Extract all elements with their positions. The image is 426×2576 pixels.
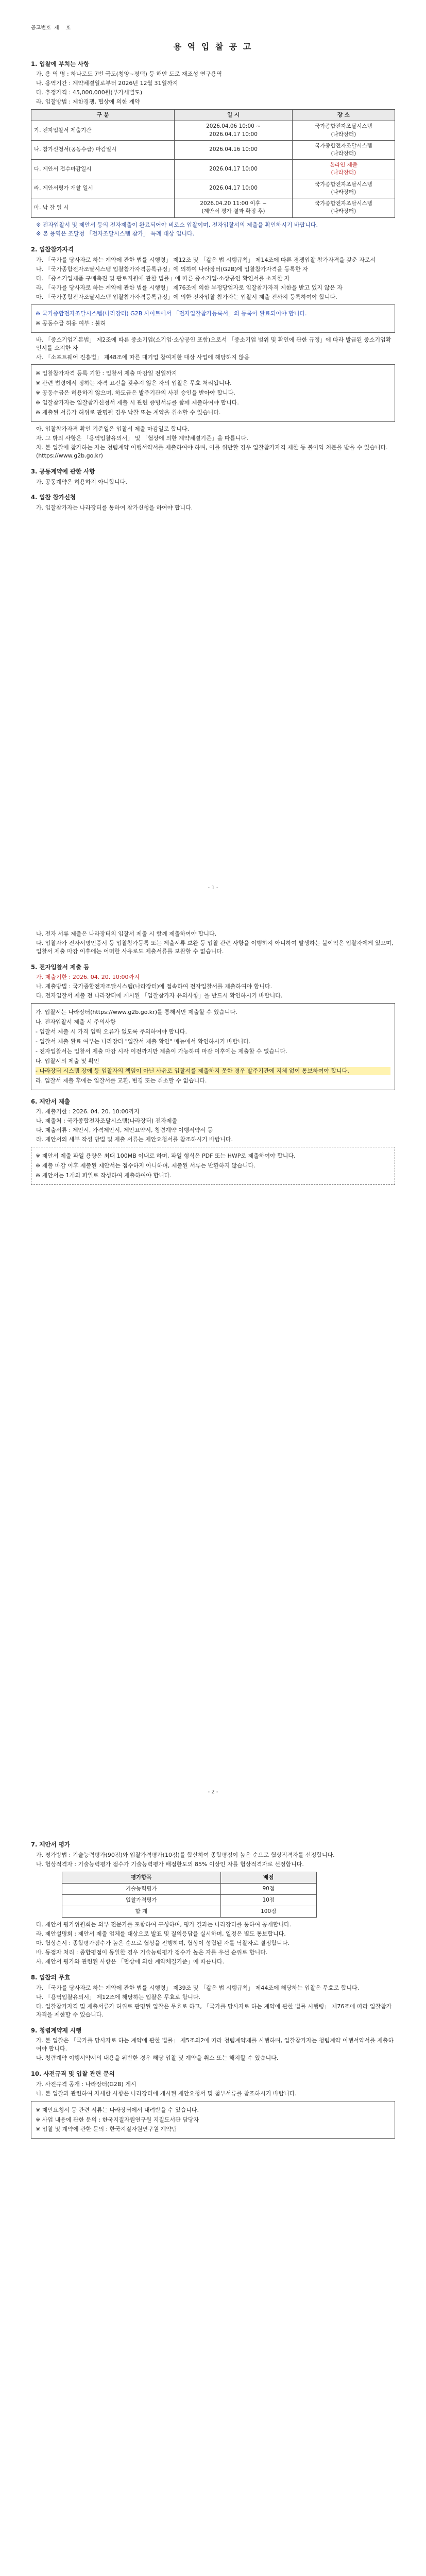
s5-box-line: - 입찰서 제출 시 가격 입력 오류가 없도록 주의하여야 합니다. — [36, 1028, 187, 1036]
table-row — [62, 1894, 317, 1906]
s8-item: 가. 「국가를 당사자로 하는 계약에 관한 법률 시행령」 제39조 및 「같은 법 시행규칙」 제44조에 해당하는 입찰은 무효로 합니다. — [36, 1984, 360, 1991]
s9-item: 가. 본 입찰은 「국가를 당사자로 하는 계약에 관한 법률」 제5조의2에 따라 청렴계약제를 시행하며, 입찰참가자는 청렴계약 이행서약서를 제출하여야 합니다. — [36, 2037, 394, 2053]
eval-cell: 10점 — [220, 1894, 316, 1906]
schedule-cell: 2026.04.06 10:00 ~ 2026.04.17 10:00 — [175, 121, 292, 140]
s10-box-line: ※ 제안요청서 등 관련 서류는 나라장터에서 내려받을 수 있습니다. — [36, 2106, 199, 2113]
s1-item: 나. 용역기간 : 계약체결일로부터 2026년 12월 31일까지 — [36, 80, 178, 87]
schedule-cell: 국가종합전자조달시스템 (나라장터) — [292, 198, 395, 217]
s2-box2-line: ※ 입찰참가자는 입찰참가신청서 제출 시 관련 증빙서류를 함께 제출하여야 합니다. — [36, 399, 239, 406]
s2-item: 가. 「국가를 당사자로 하는 계약에 관한 법률 시행령」 제12조 및 「같은 법 시행규칙」 제14조에 따른 경쟁입찰 참가자격을 갖춘 자로서 — [36, 257, 376, 264]
schedule-header: 일 시 — [175, 110, 292, 121]
s2-item: 라. 「국가를 당사자로 하는 계약에 관한 법률 시행령」 제76조에 의한 부정당업자로 입찰참가자격 제한을 받고 있지 않은 자 — [36, 284, 343, 291]
section-6 — [31, 1097, 395, 1185]
page-1 — [0, 0, 426, 904]
section-1-heading: 1. 입찰에 부치는 사항 — [31, 60, 90, 67]
s1-item: 라. 입찰방법 : 제한경쟁, 협상에 의한 계약 — [36, 98, 140, 106]
s5-box-line: 가. 입찰서는 나라장터(https://www.g2b.go.kr)를 통해서만 제출할 수 있습니다. — [36, 1009, 237, 1016]
schedule-header: 장 소 — [292, 110, 395, 121]
s2-box2 — [31, 364, 395, 422]
section-10 — [31, 2070, 395, 2139]
page-title: 용 역 입 찰 공 고 — [173, 41, 253, 52]
s10-box — [31, 2101, 395, 2139]
s6-item: 나. 제출처 : 국가종합전자조달시스템(나라장터) 전자제출 — [36, 1117, 178, 1125]
schedule-cell: 나. 참가신청서(공동수급) 마감일시 — [31, 140, 175, 159]
eval-cell: 기술능력평가 — [62, 1883, 221, 1894]
s5-box-line: - 나라장터 시스템 장애 등 입찰자의 책임이 아닌 사유로 입찰서를 제출하지 못한 경우 발주기관에 지체 없이 통보하여야 합니다. — [36, 1067, 390, 1075]
section-2 — [31, 245, 395, 460]
s5-box-line: - 전자입찰서는 입찰서 제출 마감 시각 이전까지만 제출이 가능하며 마감 이후에는 제출할 수 없습니다. — [36, 1048, 287, 1055]
section-9-heading: 9. 청렴계약제 시행 — [31, 2026, 82, 2034]
section-8-heading: 8. 입찰의 무효 — [31, 1974, 70, 1981]
schedule-cell: 2026.04.20 11:00 이후 ~ (제안서 평가 결과 확정 후) — [175, 198, 292, 217]
s2-item: 마. 「국가종합전자조달시스템 입찰참가자격등록규정」에 의한 전자입찰 참가자는 입찰서 제출 전까지 등록하여야 합니다. — [36, 293, 337, 300]
notice-number: 공고번호 제 호 — [31, 25, 71, 31]
eval-cell: 입찰가격평가 — [62, 1894, 221, 1906]
s6-item: 가. 제출기한 : 2026. 04. 20. 10:00까지 — [36, 1108, 140, 1115]
s1-item: 다. 추정가격 : 45,000,000원(부가세별도) — [36, 89, 143, 96]
section-3 — [31, 467, 395, 486]
s6-item: 다. 제출서류 : 제안서, 가격제안서, 제안요약서, 청렴계약 이행서약서 등 — [36, 1127, 213, 1134]
table-row — [62, 1883, 317, 1894]
section-4-heading: 4. 입찰 참가신청 — [31, 494, 76, 501]
schedule-cell: 2026.04.17 10:00 — [175, 179, 292, 198]
s5-item: 가. 제출기한 : 2026. 04. 20. 10:00까지 — [36, 974, 140, 981]
eval-cell: 90점 — [220, 1883, 316, 1894]
s2-item: 나. 「국가종합전자조달시스템 입찰참가자격등록규정」에 의하여 나라장터(G2B)에 입찰참가자격을 등록한 자 — [36, 266, 308, 273]
eval-header: 평가항목 — [62, 1872, 221, 1883]
page-3 — [0, 1808, 426, 2576]
s7-more: 라. 제안설명회 : 제안서 제출 업체를 대상으로 발표 및 질의응답을 실시하며, 일정은 별도 통보합니다. — [36, 1930, 286, 1938]
s7-more: 다. 제안서 평가위원회는 외부 전문가를 포함하여 구성하며, 평가 결과는 나라장터를 통하여 공개합니다. — [36, 1921, 292, 1928]
schedule-cell: 라. 제안서평가 개찰 일시 — [31, 179, 175, 198]
s5-box-line: 다. 입찰서의 제출 및 확인 — [36, 1057, 99, 1064]
s2-tail: 차. 본 입찰에 참가하는 자는 청렴계약 이행서약서를 제출하여야 하며, 이를 위반할 경우 입찰참가자격 제한 등 불이익 처분을 받을 수 있습니다. (https://www.g2b.go.kr) — [36, 444, 388, 459]
s5-box — [31, 1003, 395, 1090]
s7-item: 나. 협상적격자 : 기술능력평가 점수가 기술능력평가 배점한도의 85% 이상인 자를 협상적격자로 선정합니다. — [36, 1860, 304, 1868]
schedule-cell: 2026.04.16 10:00 — [175, 140, 292, 159]
table-row — [31, 179, 395, 198]
schedule-cell: 온라인 제출 (나라장터) — [292, 160, 395, 179]
s8-more: 나. 「용역입찰유의서」 제12조에 해당하는 입찰은 무효로 합니다. — [36, 1993, 200, 2001]
s1-note: ※ 본 용역은 조달청 「전자조달시스템 참가」 특례 대상 입니다. — [36, 230, 195, 238]
p2-line: 다. 입찰자가 전자서명인증서 등 입찰참가등록 또는 제출서류 보완 등 입찰 관련 사항을 이행하지 아니하여 발생하는 불이익은 입찰자에게 있으며, 입찰서 제출 마감 이후에는 어떠한 사유로도 제출서류를 보완할 수 없습니다. — [36, 939, 394, 955]
s5-box-line: - 입찰서 제출 완료 여부는 나라장터 "입찰서 제출 확인" 메뉴에서 확인하시기 바랍니다. — [36, 1038, 251, 1045]
page-number: - 1 - — [208, 885, 218, 891]
s10-box-line: ※ 사업 내용에 관한 문의 : 한국지질자원연구원 지질도서관 담당자 — [36, 2116, 199, 2123]
s2-more: 사. 「소프트웨어 진흥법」 제48조에 따른 대기업 참여제한 대상 사업에 해당하지 않음 — [36, 353, 250, 361]
schedule-cell: 마. 낙 찰 일 시 — [31, 198, 175, 217]
s7-item: 가. 평가방법 : 기술능력평가(90점)와 입찰가격평가(10점)를 합산하여 종합평점이 높은 순으로 협상적격자를 선정합니다. — [36, 1851, 335, 1858]
eval-cell: 합 계 — [62, 1906, 221, 1918]
s7-more: 마. 협상순서 : 종합평가점수가 높은 순으로 협상을 진행하며, 협상이 성립된 자를 낙찰자로 결정합니다. — [36, 1940, 289, 1947]
s9-item: 나. 청렴계약 이행서약서의 내용을 위반한 경우 해당 입찰 및 계약을 취소 또는 해지할 수 있습니다. — [36, 2055, 279, 2062]
s6-box-line: ※ 제출 마감 이후 제출된 제안서는 접수하지 아니하며, 제출된 서류는 반환하지 않습니다. — [36, 1162, 255, 1170]
section-7-heading: 7. 제안서 평가 — [31, 1841, 70, 1848]
s2-box-line: ※ 공동수급 허용 여부 : 불허 — [36, 319, 106, 327]
s6-box-line: ※ 제안서 제출 파일 용량은 최대 100MB 이내로 하며, 파일 형식은 PDF 또는 HWP로 제출하여야 합니다. — [36, 1153, 296, 1160]
schedule-table — [31, 109, 395, 217]
s2-box — [31, 304, 395, 333]
s7-more: 바. 동점자 처리 : 종합평점이 동일한 경우 기술능력평가 점수가 높은 자를 우선 순위로 합니다. — [36, 1949, 268, 1956]
schedule-cell: 다. 제안서 접수마감일시 — [31, 160, 175, 179]
eval-cell: 100점 — [220, 1906, 316, 1918]
s7-more: 사. 제안서 평가와 관련된 사항은 「협상에 의한 계약체결기준」에 따릅니다. — [36, 1958, 225, 1965]
s2-tail: 아. 입찰참가자격 확인 기준일은 입찰서 제출 마감일로 합니다. — [36, 426, 190, 433]
s6-box — [31, 1147, 395, 1185]
schedule-cell: 국가종합전자조달시스템 (나라장터) — [292, 121, 395, 140]
s2-box2-line: ※ 제출된 서류가 허위로 판명될 경우 낙찰 또는 계약을 취소할 수 있습니다. — [36, 409, 221, 416]
s2-box2-line: ※ 관련 법령에서 정하는 자격 요건을 갖추지 않은 자의 입찰은 무효 처리됩니다. — [36, 380, 232, 387]
s2-box-line: ※ 국가종합전자조달시스템(나라장터) G2B 사이트에서 「전자입찰참가등록서」의 등록이 완료되어야 합니다. — [36, 310, 307, 317]
s2-tail: 자. 그 밖의 사항은 「용역입찰유의서」 및 「협상에 의한 계약체결기준」을 따릅니다. — [36, 435, 248, 442]
s2-box2-line: ※ 공동수급은 허용하지 않으며, 하도급은 발주기관의 사전 승인을 받아야 합니다. — [36, 389, 235, 397]
table-row — [31, 121, 395, 140]
s2-more: 바. 「중소기업기본법」 제2조에 따른 중소기업(소기업·소상공인 포함)으로서 「중소기업 범위 및 확인에 관한 규정」에 따라 발급된 중소기업확인서를 소지한 자 — [36, 336, 391, 351]
page-number: - 2 - — [208, 1789, 218, 1795]
section-2-heading: 2. 입찰참가자격 — [31, 246, 74, 253]
section-5 — [31, 963, 395, 1090]
section-4 — [31, 493, 395, 512]
table-row — [31, 198, 395, 217]
s6-box-line: ※ 제안서는 1개의 파일로 작성하여 제출하여야 합니다. — [36, 1172, 172, 1179]
eval-table — [62, 1872, 317, 1918]
section-5-heading: 5. 전자입찰서 제출 등 — [31, 963, 90, 971]
eval-header: 배점 — [220, 1872, 316, 1883]
s5-box-line: 라. 입찰서 제출 후에는 입찰서를 교환, 변경 또는 취소할 수 없습니다. — [36, 1077, 207, 1084]
schedule-cell: 국가종합전자조달시스템 (나라장터) — [292, 179, 395, 198]
section-3-heading: 3. 공동계약에 관한 사항 — [31, 467, 95, 475]
s1-note: ※ 전자입찰서 및 제안서 등의 전자제출이 완료되어야 비로소 입찰이며, 전자입찰서의 제출을 확인하시기 바랍니다. — [36, 221, 318, 228]
s1-item: 가. 용 역 명 : 하나로도 7번 국도(청양~평택) 등 해안 도로 재조성 연구용역 — [36, 71, 222, 78]
s5-item: 나. 제출방법 : 국가종합전자조달시스템(나라장터)에 접속하여 전자입찰서를 제출하여야 합니다. — [36, 983, 272, 990]
s4-item: 가. 입찰참가자는 나라장터를 통하여 참가신청을 하여야 합니다. — [36, 504, 193, 512]
table-row — [62, 1906, 317, 1918]
s6-item: 라. 제안서의 세부 작성 방법 및 제출 서류는 제안요청서를 참조하시기 바랍니다. — [36, 1136, 233, 1143]
schedule-cell: 2026.04.17 10:00 — [175, 160, 292, 179]
table-row — [31, 160, 395, 179]
notice-header — [31, 25, 395, 32]
section-9 — [31, 2026, 395, 2062]
s2-item: 다. 「중소기업제품 구매촉진 및 판로지원에 관한 법률」에 따른 중소기업·소상공인 확인서를 소지한 자 — [36, 275, 290, 282]
schedule-cell: 가. 전자입찰서 제출기간 — [31, 121, 175, 140]
section-8 — [31, 1973, 395, 2019]
s5-box-line: 나. 전자입찰서 제출 시 주의사항 — [36, 1019, 116, 1026]
page-2 — [0, 904, 426, 1808]
p2-line: 나. 전자 서류 제출은 나라장터의 입찰서 제출 시 함께 제출하여야 합니다. — [36, 930, 217, 937]
s2-box2-line: ※ 입찰참가자격 등록 기한 : 입찰서 제출 마감일 전일까지 — [36, 370, 177, 377]
schedule-cell: 국가종합전자조달시스템 (나라장터) — [292, 140, 395, 159]
s10-box-line: ※ 입찰 및 계약에 관한 문의 : 한국지질자원연구원 계약팀 — [36, 2126, 177, 2133]
s5-item: 다. 전자입찰서 제출 전 나라장터에 게시된 「입찰참가자 유의사항」을 반드시 확인하시기 바랍니다. — [36, 992, 283, 999]
section-7 — [31, 1840, 395, 1966]
schedule-header: 구 분 — [31, 110, 175, 121]
section-6-heading: 6. 제안서 제출 — [31, 1097, 70, 1105]
s10-item: 나. 본 입찰과 관련하여 자세한 사항은 나라장터에 게시된 제안요청서 및 첨부서류를 참조하시기 바랍니다. — [36, 2090, 297, 2097]
s10-item: 가. 사전규격 공개 : 나라장터(G2B) 게시 — [36, 2080, 137, 2088]
section-10-heading: 10. 사전규격 및 입찰 관련 문의 — [31, 2070, 115, 2078]
s3-item: 가. 공동계약은 허용하지 아니합니다. — [36, 478, 127, 485]
table-row — [31, 140, 395, 159]
section-1 — [31, 60, 395, 239]
s8-more: 다. 입찰참가자격 및 제출서류가 허위로 판명된 입찰은 무효로 하고, 「국가를 당사자로 하는 계약에 관한 법률 시행령」 제76조에 따라 입찰참가자격을 제한할 수 있습니다. — [36, 2003, 392, 2018]
